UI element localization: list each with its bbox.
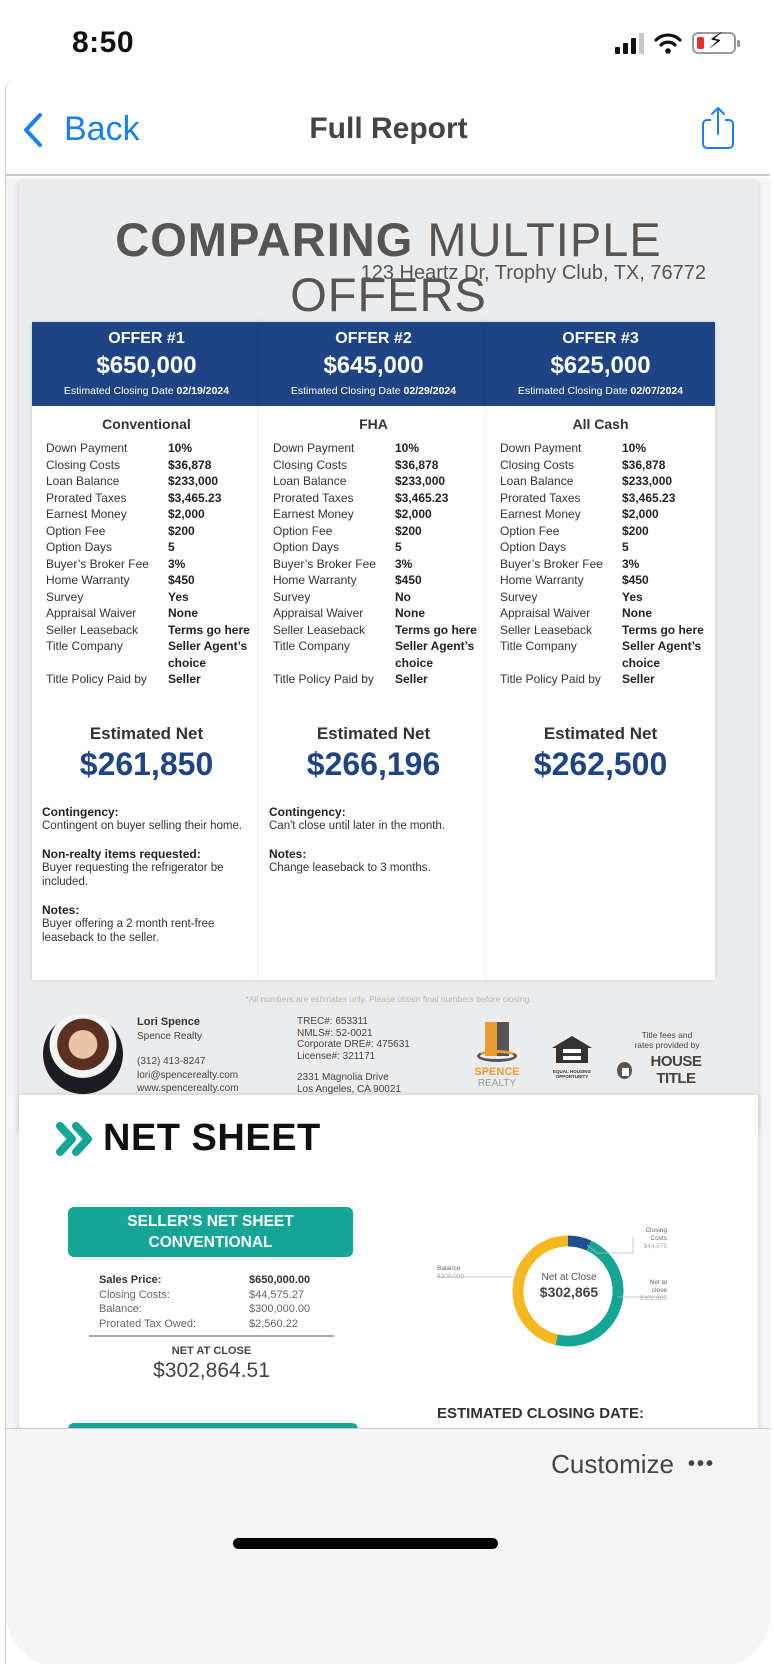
battery-charging-icon: ⚡ [692, 32, 736, 54]
report-title-light: MULTIPLE OFFERS [290, 213, 662, 321]
offer-number: OFFER #2 [335, 330, 412, 347]
note-block [42, 805, 251, 833]
net-sheet-row-label: Sales Price: [99, 1274, 162, 1286]
term-value: 5 [622, 540, 629, 554]
term-row [500, 473, 709, 490]
net-sheet-row-label: Balance: [99, 1303, 142, 1315]
term-label: Home Warranty [46, 573, 130, 587]
offer-price: $650,000 [96, 352, 197, 379]
term-row [46, 556, 255, 573]
term-label: Title Policy Paid by [273, 672, 374, 686]
term-value: None [395, 606, 425, 620]
trec-number: TREC#: 653311 [297, 1016, 368, 1027]
office-street: 2331 Magnolia Drive [297, 1072, 389, 1083]
term-value: $233,000 [622, 474, 673, 488]
note-block [42, 847, 251, 889]
term-label: Option Days [500, 540, 567, 554]
offer-notes [32, 805, 261, 945]
report-scroll-area[interactable] [6, 178, 770, 1588]
term-label: Seller Leaseback [500, 622, 593, 637]
net-sheet-row [99, 1317, 349, 1332]
term-value: $36,878 [395, 457, 439, 472]
term-value: $3,465.23 [622, 490, 676, 505]
term-label: Seller Leaseback [46, 622, 139, 637]
term-value: 3% [395, 556, 413, 571]
term-value: Seller Agent’s choice [622, 639, 702, 670]
term-value: $36,878 [622, 457, 666, 472]
term-label: Down Payment [46, 441, 128, 455]
donut-label-balance: Balance $300,000 [437, 1265, 465, 1280]
term-label: Title Company [273, 639, 350, 653]
term-label: Down Payment [500, 441, 582, 455]
spence-realty-logo [469, 1020, 525, 1089]
term-value: $2,000 [622, 507, 659, 521]
note-text: Buyer offering a 2 month rent-free leaseback to the seller. [42, 917, 215, 944]
offer-notes [259, 805, 488, 875]
term-label: Survey [273, 589, 311, 604]
agent-email: lori@spencerealty.com [137, 1069, 239, 1081]
term-label: Option Days [273, 540, 340, 554]
net-sheet-row [99, 1302, 349, 1317]
property-address: 123 Heartz Dr, Trophy Club, TX, 76772 [360, 262, 706, 284]
offer-number: OFFER #3 [562, 330, 639, 347]
estimated-net-value: $262,500 [533, 745, 668, 782]
term-label: Home Warranty [500, 573, 584, 587]
wifi-icon [654, 32, 682, 54]
term-row [500, 671, 709, 688]
term-row [500, 572, 709, 589]
term-label: Loan Balance [500, 474, 574, 488]
term-label: Option Fee [500, 523, 560, 538]
term-row [46, 638, 255, 671]
agent-avatar [43, 1014, 123, 1094]
term-value: Seller Agent’s choice [395, 639, 475, 670]
term-value: 5 [395, 540, 402, 554]
report-sheet [5, 80, 770, 1664]
term-value: $3,465.23 [395, 490, 449, 505]
term-label: Prorated Taxes [46, 490, 127, 505]
term-row [273, 473, 482, 490]
offer-terms [32, 440, 261, 688]
term-label: Title Company [46, 639, 123, 653]
term-value: $200 [168, 523, 195, 538]
term-value: 10% [168, 441, 193, 455]
loan-type: FHA [359, 416, 388, 432]
term-value: $233,000 [395, 474, 446, 488]
offer-price: $645,000 [323, 352, 424, 379]
net-sheet-row [99, 1288, 349, 1303]
term-row [46, 457, 255, 474]
term-value: $450 [168, 573, 195, 587]
term-value: 3% [622, 556, 640, 571]
note-text: Change leaseback to 3 months. [269, 861, 431, 874]
agent-website: www.spencerealty.com [137, 1083, 239, 1094]
offer-header [32, 322, 261, 406]
offer-header [259, 322, 488, 406]
agent-info [137, 1016, 239, 1096]
share-icon[interactable] [701, 106, 735, 150]
term-label: Survey [46, 589, 84, 604]
offer-closing-date: Estimated Closing Date 02/19/2024 [63, 385, 230, 397]
note-text: Contingent on buyer selling their home. [42, 819, 243, 832]
term-value: 3% [168, 556, 186, 571]
term-label: Appraisal Waiver [500, 606, 591, 620]
agent-phone: (312) 413-8247 [137, 1056, 206, 1067]
net-sheet-title: NET SHEET [103, 1117, 321, 1159]
term-label: Loan Balance [273, 474, 347, 488]
term-row [46, 622, 255, 639]
term-label: Home Warranty [273, 573, 357, 587]
term-value: Yes [168, 589, 189, 604]
term-row [46, 539, 255, 556]
net-sheet-row-value: $300,000.00 [249, 1303, 311, 1315]
term-row [273, 572, 482, 589]
term-row [273, 490, 482, 507]
term-label: Prorated Taxes [500, 490, 581, 505]
title-note-2: rates provided by [634, 1040, 700, 1050]
license-info [297, 1016, 410, 1095]
term-row [273, 506, 482, 523]
term-value: No [395, 589, 411, 604]
term-label: Appraisal Waiver [273, 606, 364, 620]
term-row [273, 638, 482, 671]
term-label: Option Fee [46, 523, 106, 538]
term-row [273, 440, 482, 457]
building-icon [475, 1020, 519, 1064]
agent-name: Lori Spence [137, 1016, 200, 1028]
offer-number: OFFER #1 [108, 330, 185, 347]
term-value: Terms go here [395, 622, 477, 637]
term-row [273, 556, 482, 573]
estimated-net-label: Estimated Net [89, 723, 204, 743]
term-label: Title Policy Paid by [500, 672, 601, 686]
term-label: Earnest Money [273, 507, 354, 521]
double-chevron-right-icon [55, 1119, 95, 1159]
spence-logo-sub: REALTY [477, 1078, 517, 1089]
term-label: Survey [500, 589, 538, 604]
term-row [273, 671, 482, 688]
term-value: $2,000 [395, 507, 432, 521]
term-label: Loan Balance [46, 474, 120, 488]
net-sheet-row-value: $650,000.00 [249, 1274, 311, 1286]
term-label: Down Payment [273, 441, 355, 455]
net-sheet-table [99, 1273, 349, 1331]
term-value: None [168, 606, 198, 620]
net-sheet-row-value: $2,560.22 [249, 1317, 298, 1330]
term-label: Option Days [46, 540, 113, 554]
term-row [500, 457, 709, 474]
term-label: Buyer’s Broker Fee [46, 556, 149, 571]
offer-card [32, 322, 261, 980]
note-text: Can't close until later in the month. [269, 819, 446, 832]
term-value: $36,878 [168, 457, 212, 472]
donut-center-value: $302,865 [539, 1284, 599, 1300]
title-note-1: Title fees and [641, 1030, 693, 1040]
term-value: 10% [395, 441, 420, 455]
net-sheet-row-label: Closing Costs: [99, 1288, 170, 1301]
note-text: Buyer requesting the refrigerator be included. [42, 861, 224, 888]
offer-header [486, 322, 715, 406]
term-row [46, 490, 255, 507]
term-value: Seller [622, 672, 655, 686]
net-sheet-row-value: $44,575.27 [249, 1288, 305, 1301]
equal-housing-icon [549, 1034, 595, 1064]
status-icons [615, 28, 736, 54]
term-row [273, 457, 482, 474]
offer-card [259, 322, 488, 980]
net-at-close-value: $302,864.51 [153, 1359, 270, 1382]
disclaimer: *All numbers are estimates only. Please obtain final numbers before closing. [245, 994, 532, 1004]
office-city: Los Angeles, CA 90021 [297, 1083, 401, 1095]
banner-line2: CONVENTIONAL [148, 1234, 273, 1251]
banner-line1: SELLER'S NET SHEET [127, 1213, 294, 1230]
dre-number: Corporate DRE#: 475631 [297, 1039, 410, 1050]
term-value: Yes [622, 589, 643, 604]
term-value: Terms go here [168, 622, 250, 637]
term-value: 10% [622, 441, 647, 455]
offer-card [486, 322, 715, 980]
equal-housing-logo [547, 1034, 597, 1079]
navigation-bar [6, 80, 770, 176]
term-value: $233,000 [168, 474, 219, 488]
loan-type: All Cash [572, 416, 629, 432]
term-label: Option Fee [273, 523, 333, 538]
term-row [500, 523, 709, 540]
page-title: Full Report [309, 112, 468, 145]
term-value: $200 [622, 523, 649, 538]
term-value: $2,000 [168, 507, 205, 521]
term-row [500, 539, 709, 556]
note-block [269, 847, 478, 875]
term-row [500, 638, 709, 671]
term-value: $200 [395, 523, 422, 538]
term-row [46, 473, 255, 490]
title-brand: HOUSE TITLE [650, 1053, 702, 1087]
term-row [273, 523, 482, 540]
offer-closing-date: Estimated Closing Date 02/29/2024 [290, 385, 457, 397]
term-label: Buyer’s Broker Fee [273, 556, 376, 571]
term-row [500, 556, 709, 573]
offer-terms [259, 440, 488, 688]
note-block [42, 903, 251, 945]
term-row [46, 589, 255, 606]
term-row [273, 539, 482, 556]
term-label: Closing Costs [273, 457, 348, 472]
offer-terms [486, 440, 715, 688]
donut-label-net-at-close: Net at close $302,865 [639, 1279, 667, 1302]
term-row [46, 572, 255, 589]
license-number: License#: 321171 [297, 1050, 376, 1062]
donut-label-closing-costs: Closing Costs $44,575 [643, 1227, 667, 1250]
term-row [500, 440, 709, 457]
divider [89, 1335, 334, 1337]
term-label: Earnest Money [500, 507, 581, 521]
report-title-bold: COMPARING [115, 213, 414, 266]
net-at-close-label: NET AT CLOSE [171, 1345, 252, 1357]
term-row [46, 523, 255, 540]
offer-price: $625,000 [550, 352, 651, 379]
term-row [500, 490, 709, 507]
term-label: Title Policy Paid by [46, 672, 147, 686]
term-label: Appraisal Waiver [46, 606, 137, 620]
estimated-net-value: $266,196 [306, 745, 441, 782]
term-row [500, 506, 709, 523]
estimated-net-label: Estimated Net [543, 723, 658, 743]
offer-closing-date: Estimated Closing Date 02/07/2024 [517, 385, 684, 397]
term-row [273, 589, 482, 606]
term-value: $3,465.23 [168, 490, 222, 505]
term-value: Seller Agent’s choice [168, 639, 248, 670]
term-row [46, 440, 255, 457]
nmls-number: NMLS#: 52-0021 [297, 1027, 373, 1039]
estimated-closing-date-label: ESTIMATED CLOSING DATE: [437, 1405, 644, 1422]
more-options-icon[interactable]: ••• [687, 1453, 715, 1475]
term-value: Seller [168, 672, 201, 686]
term-label: Seller Leaseback [273, 622, 366, 637]
term-label: Earnest Money [46, 507, 127, 521]
note-heading: Non-realty items requested: [42, 846, 201, 861]
estimated-net-label: Estimated Net [316, 723, 431, 743]
term-value: Terms go here [622, 622, 704, 637]
net-sheet-banner [68, 1207, 353, 1257]
spence-logo-name: SPENCE [474, 1066, 520, 1078]
term-row [500, 589, 709, 606]
estimated-net-value: $261,850 [79, 745, 214, 782]
net-sheet-header [55, 1117, 321, 1160]
note-block [269, 805, 478, 833]
term-value: $450 [395, 573, 422, 587]
donut-center-label: Net at Close [541, 1272, 597, 1283]
term-value: None [622, 606, 652, 620]
term-row [46, 671, 255, 688]
home-indicator[interactable] [233, 1538, 498, 1549]
term-row [500, 605, 709, 622]
term-row [273, 605, 482, 622]
term-label: Title Company [500, 639, 577, 653]
cellular-signal-icon [615, 32, 644, 54]
customize-label: Customize [551, 1449, 674, 1479]
note-heading: Contingency: [269, 804, 346, 819]
back-label: Back [64, 110, 140, 148]
customize-button[interactable] [551, 1449, 715, 1480]
term-label: Closing Costs [500, 457, 575, 472]
term-value: $450 [622, 573, 649, 587]
net-sheet-row [99, 1273, 349, 1288]
house-title-icon [617, 1062, 632, 1079]
comparing-offers-page [19, 182, 758, 1132]
term-label: Prorated Taxes [273, 490, 354, 505]
note-heading: Notes: [42, 902, 80, 917]
term-value: Seller [395, 672, 428, 686]
donut-segment-closing-costs [568, 1241, 589, 1246]
loan-type: Conventional [102, 416, 191, 432]
term-label: Buyer’s Broker Fee [500, 556, 603, 571]
status-bar [0, 0, 774, 80]
term-value: 5 [168, 540, 175, 554]
note-heading: Contingency: [42, 804, 119, 819]
eho-line2: OPPORTUNITY [555, 1074, 589, 1079]
note-heading: Notes: [269, 846, 307, 861]
eho-line1: EQUAL HOUSING [553, 1069, 591, 1074]
term-row [46, 605, 255, 622]
net-donut-chart [437, 1223, 667, 1353]
term-row [500, 622, 709, 639]
net-sheet-row-label: Prorated Tax Owed: [99, 1317, 197, 1330]
term-row [273, 622, 482, 639]
term-label: Closing Costs [46, 457, 121, 472]
status-time: 8:50 [72, 26, 135, 59]
term-row [46, 506, 255, 523]
house-title-logo [617, 1030, 717, 1087]
agent-company: Spence Realty [137, 1030, 203, 1042]
